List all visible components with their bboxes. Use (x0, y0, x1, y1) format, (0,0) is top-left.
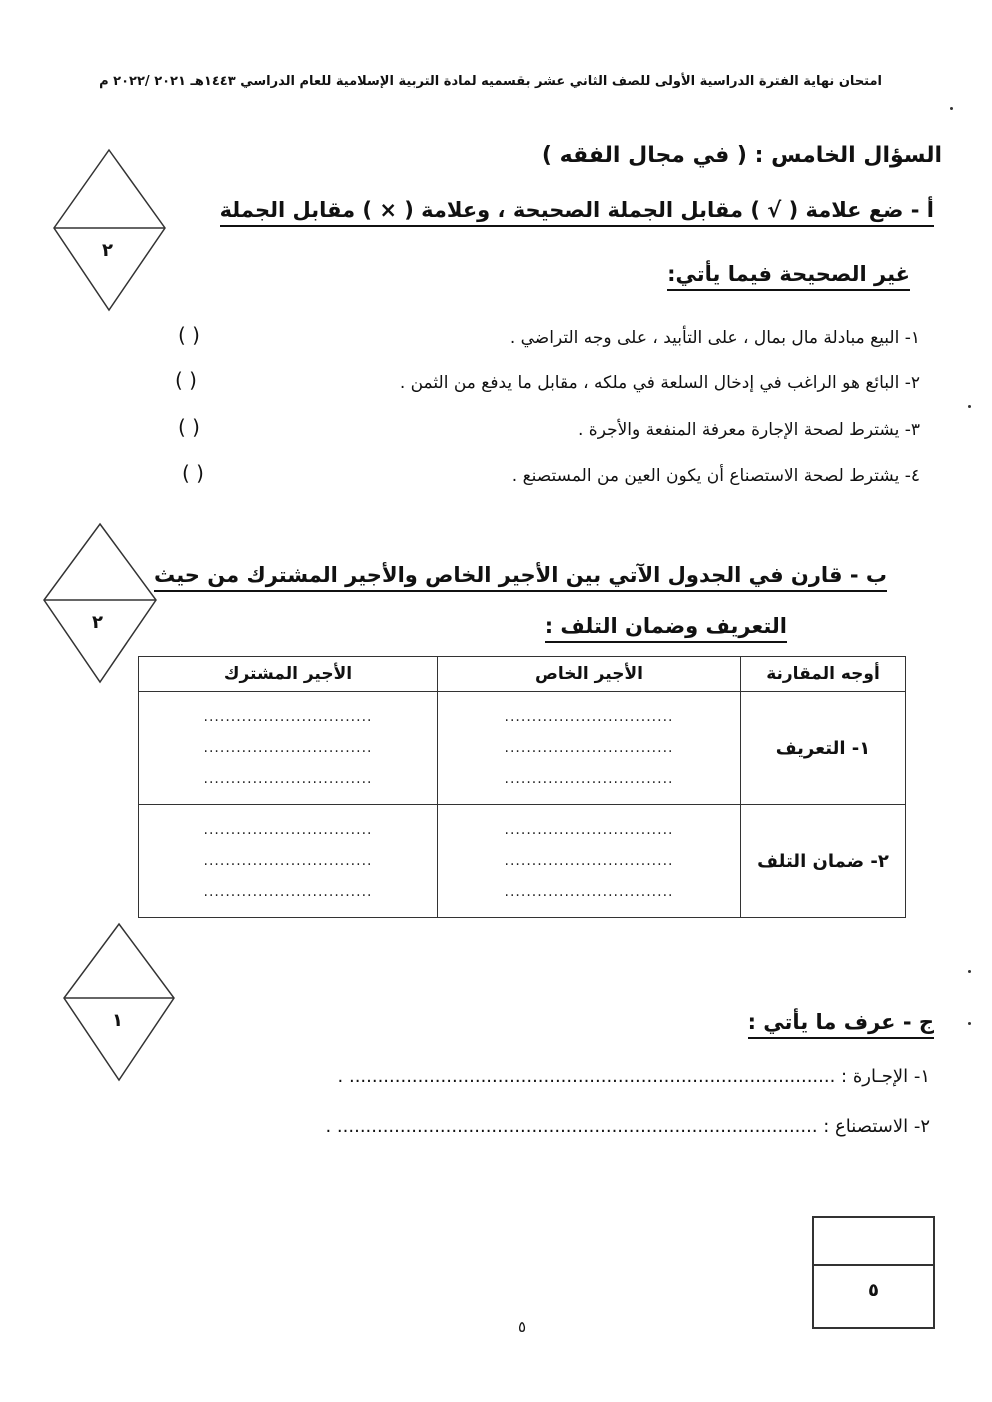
answer-blank[interactable]: ( ) (182, 461, 204, 485)
margin-dot (968, 405, 971, 408)
margin-dot (968, 1022, 971, 1025)
answer-cell[interactable]: ............................... ............................... ............................... (139, 692, 438, 805)
true-false-item: ١- البيع مبادلة مال بمال ، على التأبيد ، على وجه التراضي . (509, 328, 920, 348)
margin-dot (968, 970, 971, 973)
table-row (139, 805, 906, 918)
score-diamond-a (52, 148, 167, 312)
row-label: ٢- ضمان التلف (741, 805, 906, 918)
true-false-item: ٢- البائع هو الراغب في إدخال السلعة في ملكه ، مقابل ما يدفع من الثمن . (399, 373, 920, 393)
row-label: ١- التعريف (741, 692, 906, 805)
part-a-instruction-2 (667, 262, 910, 286)
answer-blank[interactable]: ( ) (175, 368, 197, 392)
score-c: ١ (112, 1010, 123, 1031)
true-false-item: ٣- يشترط لصحة الإجارة معرفة المنفعة والأجرة . (578, 420, 920, 440)
answer-blank[interactable]: ( ) (178, 323, 200, 347)
definition-item[interactable]: ٢- الاستصناع : .................................................................................... . (325, 1116, 930, 1137)
page-number: ٥ (518, 1318, 527, 1336)
answer-blank[interactable]: ( ) (178, 415, 200, 439)
table-row (139, 692, 906, 805)
part-a-instruction (220, 198, 934, 222)
part-b-instruction (154, 563, 887, 587)
part-c-instruction (748, 1010, 934, 1034)
comparison-table (138, 656, 906, 918)
answer-cell[interactable]: ............................... ............................... ............................... (438, 805, 741, 918)
definition-item[interactable]: ١- الإجـارة : ..................................................................................... . (337, 1066, 930, 1087)
table-header: الأجير المشترك (139, 657, 438, 692)
table-header: الأجير الخاص (438, 657, 741, 692)
margin-dot (950, 107, 953, 110)
score-b: ٢ (92, 612, 103, 633)
part-a-instruction-line2: غير الصحيحة فيما يأتي: (667, 262, 910, 291)
part-c-title: ج - عرف ما يأتي : (748, 1010, 934, 1039)
true-false-item: ٤- يشترط لصحة الاستصناع أن يكون العين من المستصنع . (511, 466, 920, 486)
part-b-instruction-2 (545, 614, 787, 638)
score-a: ٢ (102, 240, 113, 261)
table-header-row (139, 657, 906, 692)
total-score: ٥ (868, 1280, 879, 1301)
table-header: أوجه المقارنة (741, 657, 906, 692)
question-title: السؤال الخامس : ( في مجال الفقه ) (541, 143, 942, 168)
score-diamond-c (62, 922, 176, 1082)
part-b-instruction-line1: ب - قارن في الجدول الآتي بين الأجير الخاص والأجير المشترك من حيث (154, 563, 887, 592)
answer-cell[interactable]: ............................... ............................... ............................... (438, 692, 741, 805)
total-score-box (812, 1216, 935, 1329)
answer-cell[interactable]: ............................... ............................... ............................... (139, 805, 438, 918)
part-b-instruction-line2: التعريف وضمان التلف : (545, 614, 787, 643)
part-a-instruction-line1: أ - ضع علامة ( √ ) مقابل الجملة الصحيحة ، وعلامة ( × ) مقابل الجملة (220, 198, 934, 227)
exam-header: امتحان نهاية الفترة الدراسية الأولى للصف الثاني عشر بقسميه لمادة التربية الإسلامية للعام الدراسي ١٤٤٣هـ ٢٠٢١ /٢٠٢٢ م (99, 74, 882, 89)
